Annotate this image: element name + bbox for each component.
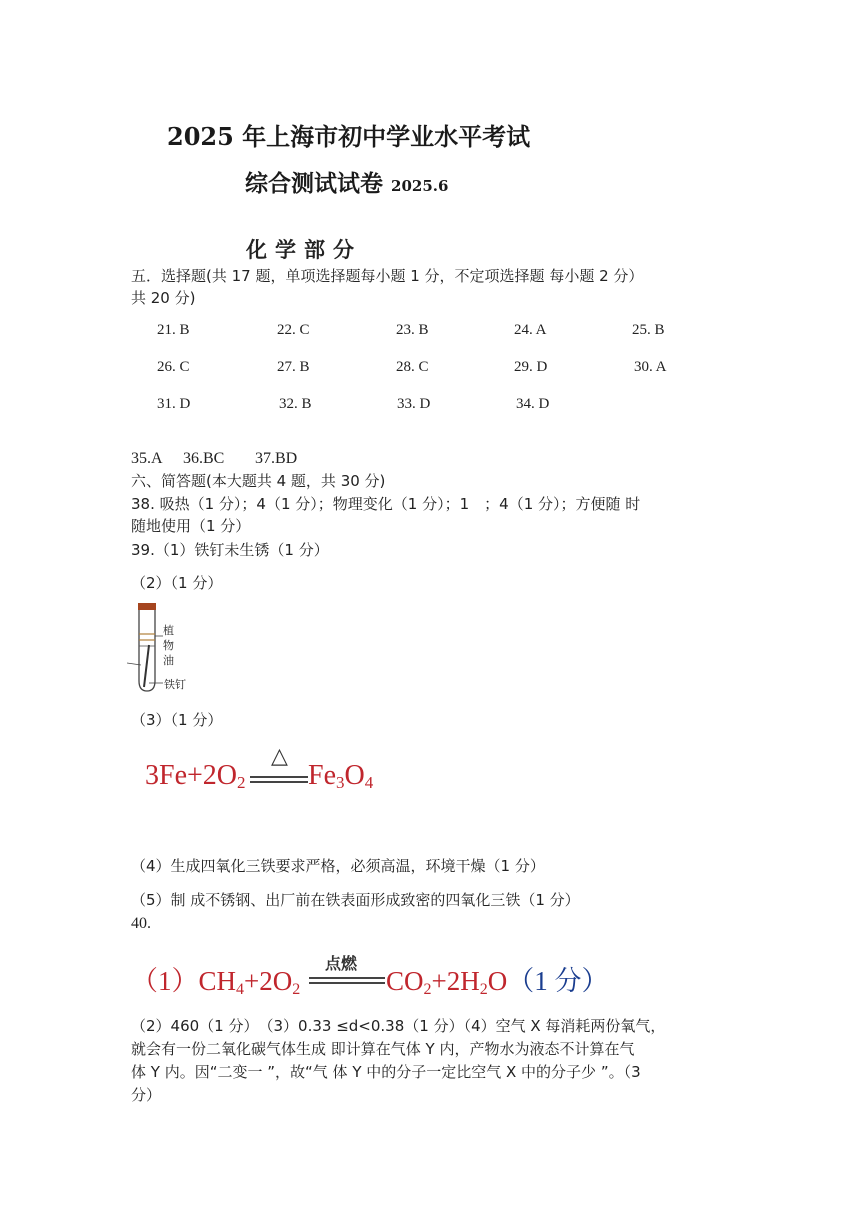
eq2-right1: CO xyxy=(386,966,424,996)
eq2-mid: +2O xyxy=(244,966,293,996)
q40-answer-line3: 体 Y 内。因“二变一 ”，故“气 体 Y 中的分子一定比空气 X 中的分子少 ”。（3 xyxy=(131,1063,641,1081)
answer-26: 26. C xyxy=(157,359,190,375)
eq2-sub4: 2 xyxy=(479,981,488,998)
answer-21: 21. B xyxy=(157,322,190,338)
q39-part1: 39.（1）铁钉未生锈（1 分） xyxy=(131,541,329,559)
eq2-prefix: （1）CH xyxy=(131,966,237,996)
eq1-left: 3Fe+2O xyxy=(145,760,238,791)
test-tube-icon xyxy=(127,603,197,695)
q39-part4: （4）生成四氧化三铁要求严格，必须高温，环境干燥（1 分） xyxy=(131,857,545,875)
section5-heading: 五．选择题(共 17 题，单项选择题每小题 1 分，不定项选择题 每小题 2 分） xyxy=(131,267,644,285)
equation2-equals-bar xyxy=(309,977,385,984)
answer-32: 32. B xyxy=(279,396,312,412)
equation-methane-right xyxy=(386,959,609,999)
exam-date: 2025.6 xyxy=(391,177,449,195)
eq2-sub1: 4 xyxy=(236,981,245,998)
eq2-right3: O xyxy=(487,966,508,996)
q38-answer-cont: 随地使用（1 分） xyxy=(131,517,251,535)
answer-22: 22. C xyxy=(277,322,310,338)
label-nail: 铁钉 xyxy=(164,678,186,691)
q40-answer-line4: 分） xyxy=(131,1086,162,1104)
eq2-right2: +2H xyxy=(431,966,480,996)
answer-27: 27. B xyxy=(277,359,310,375)
answer-34: 34. D xyxy=(516,396,550,412)
eq2-sub2: 2 xyxy=(292,981,301,998)
answer-28: 28. C xyxy=(396,359,429,375)
section6-heading: 六、简答题(本大题共 4 题，共 30 分) xyxy=(131,472,386,490)
ignition-condition: 点燃 xyxy=(325,954,358,973)
equation-equals-bar xyxy=(250,776,308,783)
eq1-right: Fe xyxy=(308,760,336,791)
exam-subtitle xyxy=(245,165,448,198)
label-oil-1: 植 xyxy=(163,624,174,637)
answer-36: 36.BC xyxy=(183,450,225,467)
eq2-score: （1 分） xyxy=(507,966,609,996)
answer-35: 35.A xyxy=(131,450,163,467)
heat-condition-icon: △ xyxy=(271,744,288,769)
q40-label: 40. xyxy=(131,915,151,932)
part-title: 化学部分 xyxy=(246,238,362,262)
answer-29: 29. D xyxy=(514,359,548,375)
answer-24: 24. A xyxy=(514,322,547,338)
q39-part3: （3）（1 分） xyxy=(131,711,223,729)
q40-answer-line2: 就会有一份二氧化碳气体生成 即计算在气体 Y 内，产物水为液态不计算在气 xyxy=(131,1040,635,1058)
exam-title: 2025 年上海市初中学业水平考试 xyxy=(167,122,531,151)
section5-heading-cont: 共 20 分) xyxy=(131,289,196,307)
equation-iron-oxidation-left xyxy=(145,760,246,793)
equation-iron-oxidation-right xyxy=(308,760,373,793)
q39-part5: （5）制 成不锈钢、出厂前在铁表面形成致密的四氧化三铁（1 分） xyxy=(131,891,580,909)
eq2-sub3: 2 xyxy=(423,981,432,998)
answer-33: 33. D xyxy=(397,396,431,412)
label-oil-3: 油 xyxy=(163,654,174,667)
label-oil-2: 物 xyxy=(163,639,174,652)
eq1-right-sub2: 4 xyxy=(364,773,374,792)
q40-answer-line1: （2）460（1 分） （3）0.33 ≤d<0.38（1 分）（4）空气 X 每消耗两份氧气， xyxy=(131,1017,666,1035)
answer-23: 23. B xyxy=(396,322,429,338)
q39-part2: （2）（1 分） xyxy=(131,574,223,592)
q38-answer: 38. 吸热（1 分）；4（1 分）；物理变化（1 分）；1 ；4（1 分）；方便随 时 xyxy=(131,495,641,513)
eq1-left-sub: 2 xyxy=(237,773,246,792)
answer-30: 30. A xyxy=(634,359,667,375)
answer-25: 25. B xyxy=(632,322,665,338)
answer-37: 37.BD xyxy=(255,450,298,467)
eq1-right-mid: O xyxy=(344,760,365,791)
answer-31: 31. D xyxy=(157,396,191,412)
equation-methane-left xyxy=(131,959,300,999)
eq1-right-sub1: 3 xyxy=(336,773,345,792)
test-tube-diagram xyxy=(127,603,197,695)
subtitle-text: 综合测试试卷 xyxy=(245,170,383,197)
